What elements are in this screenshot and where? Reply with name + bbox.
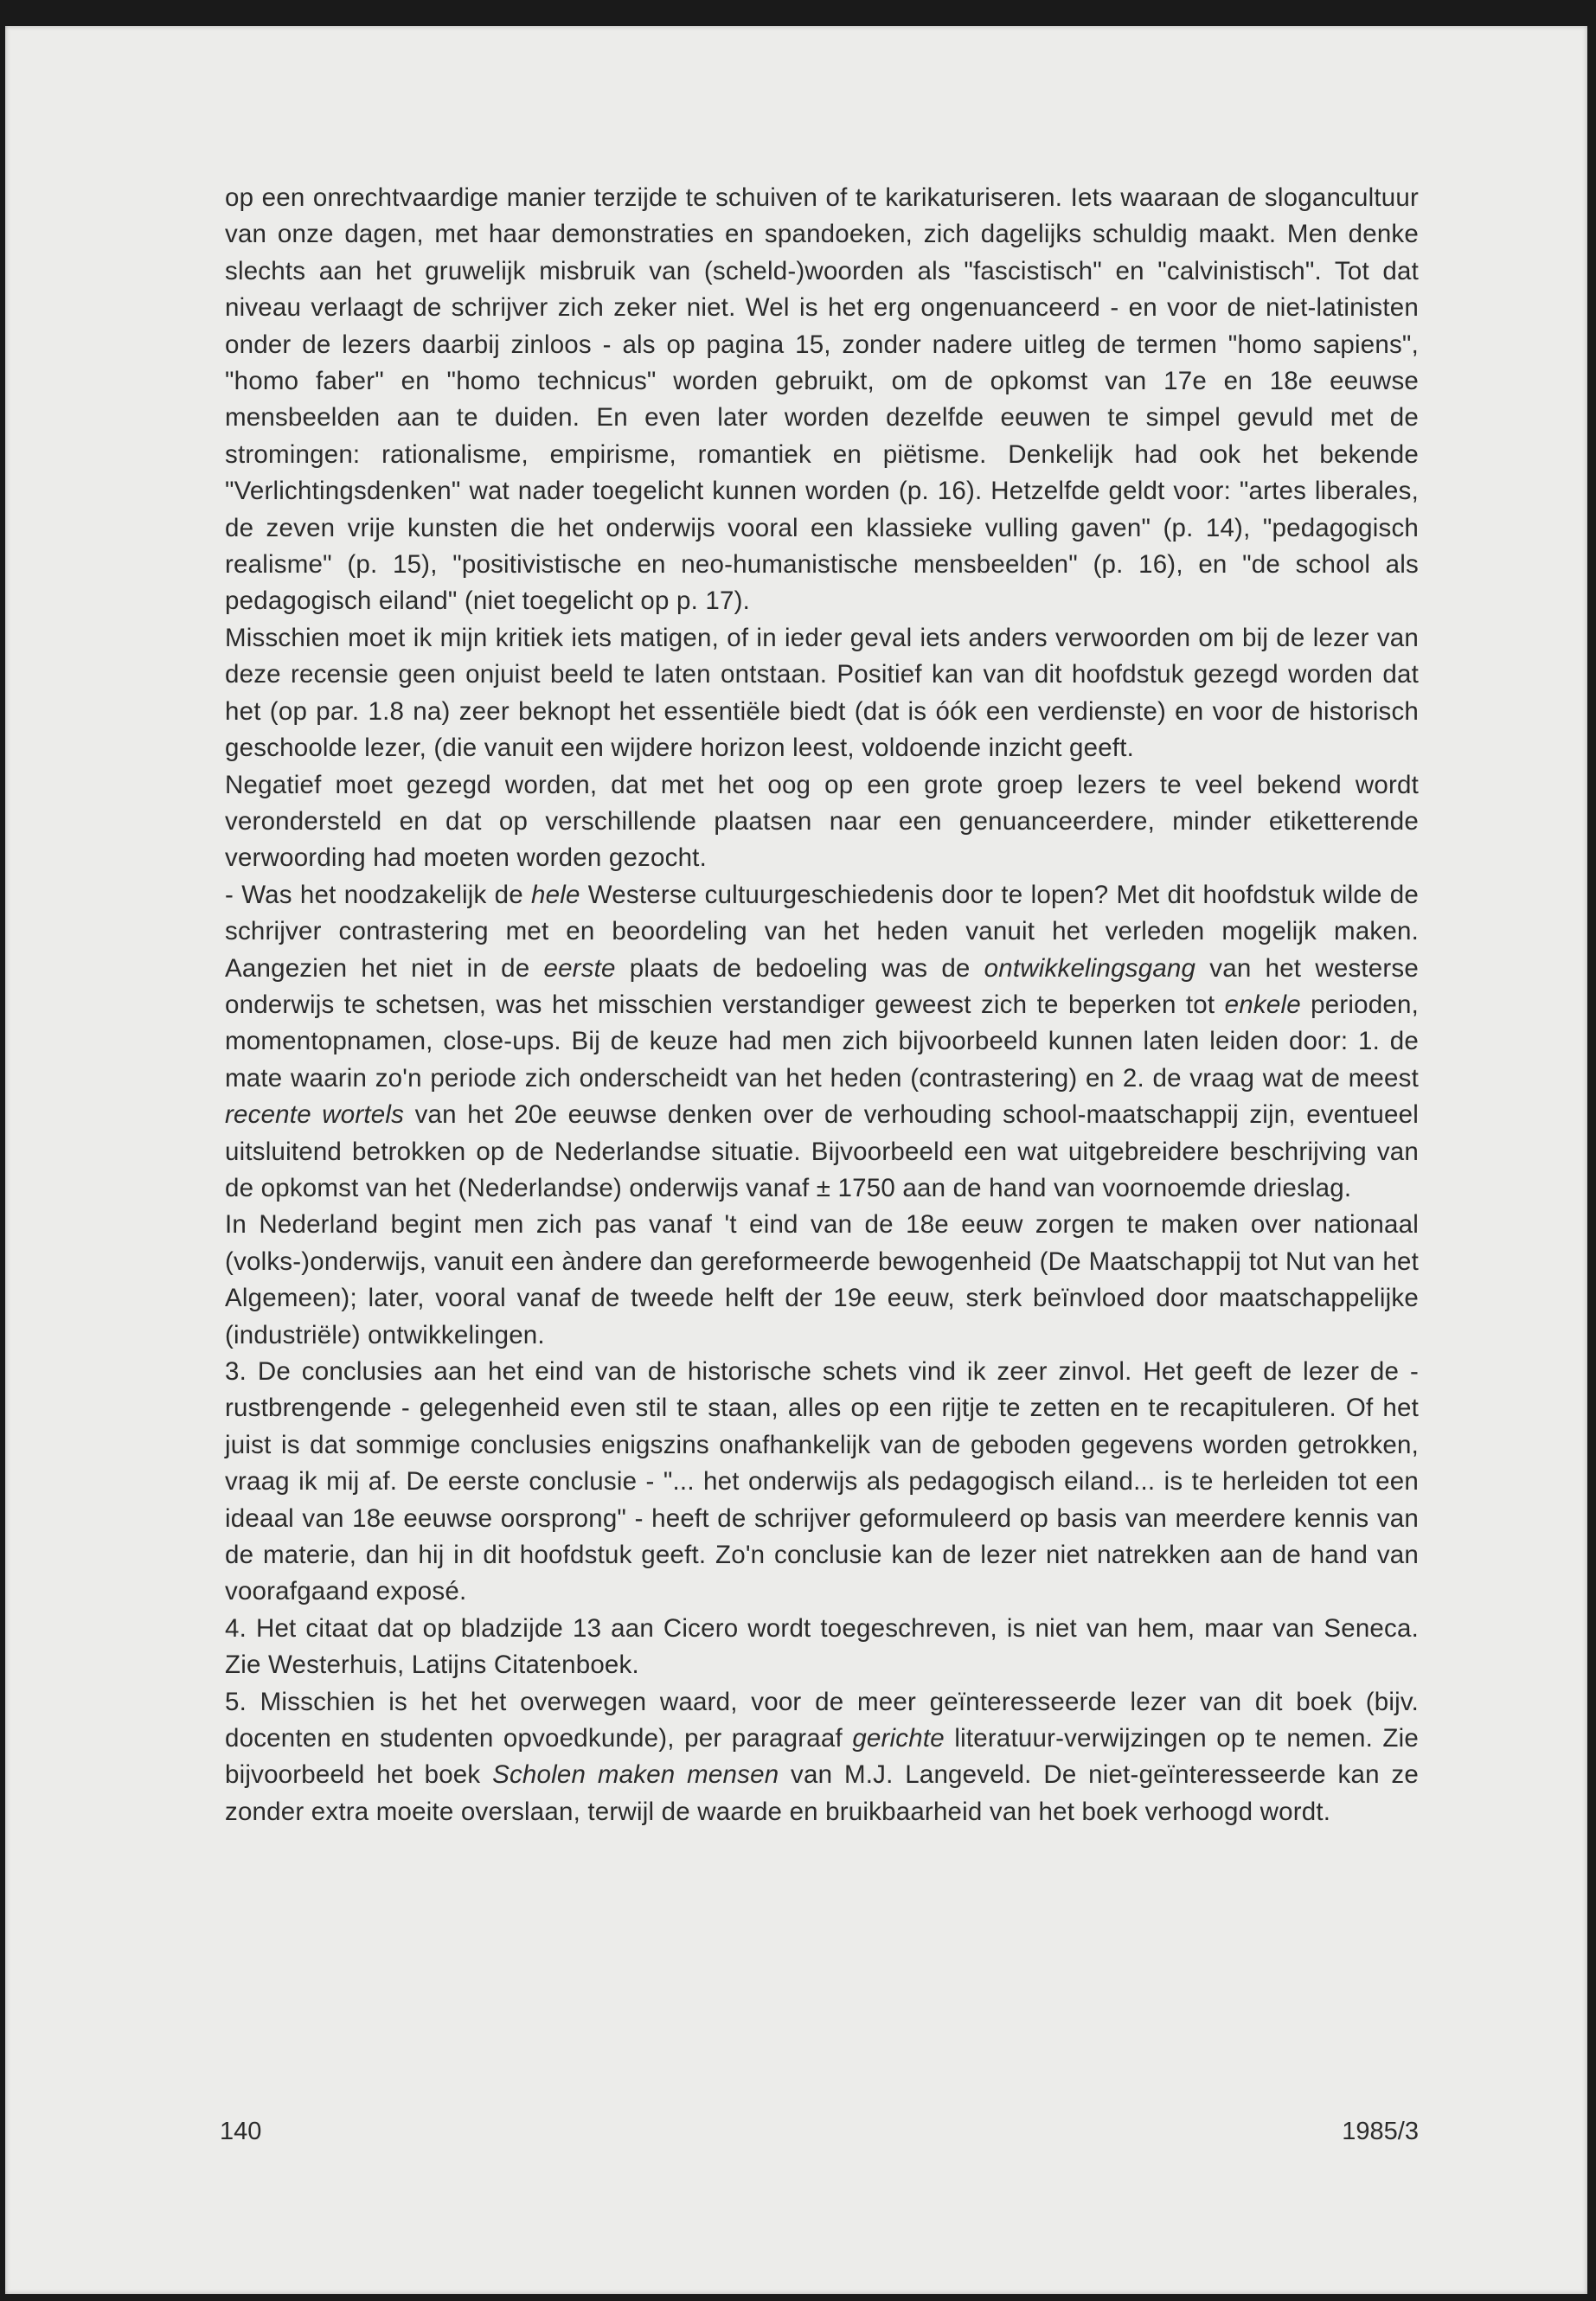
text-run: 4. Het citaat dat op bladzijde 13 aan Cicero wordt toegeschreven, is niet van hem, maar van Seneca. Zie Westerhuis, Latijns Citatenboek. bbox=[225, 1613, 1419, 1680]
text-run: op een onrechtvaardige manier terzijde te schuiven of te karikaturiseren. Iets waaraan de slogancultuur van onze dagen, met haar demonstraties en spandoeken, zich dagelijks schuldig maakt. Men denke slechts aan het gruwelijk misbruik van (scheld-)woorden als "fascistisch" en "calvinistisch". Tot dat niveau verlaagt de schrijver zich zeker niet. Wel is het erg ongenuanceerd - en voor de niet-latinisten onder de lezers daarbij zinloos - als op pagina 15, zonder nadere uitleg de termen "homo sapiens", "homo faber" en "homo technicus" worden gebruikt, om de opkomst van 17e en 18e eeuwse mensbeelden aan te duiden. En even later worden dezelfde eeuwen te simpel gevuld met de stromingen: rationalisme, empirisme, romantiek en piëtisme. Denkelijk had ook het bekende "Verlichtingsdenken" wat nader toegelicht kunnen worden (p. 16). Hetzelfde geldt voor: "artes liberales, de zeven vrije kunsten die het onderwijs vooral een klassieke vulling gaven" (p. 14), "pedagogisch realisme" (p. 15), "positivistische en neo-humanistische mensbeelden" (p. 16), en "de school als pedagogisch eiland" (niet toegelicht op p. 17). bbox=[225, 183, 1419, 616]
text-run: Misschien moet ik mijn kritiek iets matigen, of in ieder geval iets anders verwoorden om bij de lezer van deze recensie geen onjuist beeld te laten ontstaan. Positief kan van dit hoofdstuk gezegd worden dat het (op par. 1.8 na) zeer beknopt het essentiële biedt (dat is óók een verdienste) en voor de historisch geschoolde lezer, (die vanuit een wijdere horizon leest, voldoende inzicht geeft. bbox=[225, 623, 1419, 763]
text-run: 5. Misschien is het het overwegen waard, voor de meer geïnteresseerde lezer van dit boek (bijv. docenten en studenten opvoedkunde), per paragraaf bbox=[225, 1687, 1419, 1753]
italic-text: gerichte bbox=[852, 1724, 945, 1753]
italic-text: recente wortels bbox=[225, 1100, 405, 1130]
text-run: In Nederland begint men zich pas vanaf 't eind van de 18e eeuw zorgen te maken over nationaal (volks-)onderwijs, vanuit een àndere dan gereformeerde bewogenheid (De Maatschappij tot Nut van het Algemeen); later, vooral vanaf de tweede helft der 19e eeuw, sterk beïnvloed door maatschappelijke (industriële) ontwikkelingen. bbox=[225, 1210, 1419, 1349]
text-run: - Was het noodzakelijk de bbox=[225, 880, 532, 909]
paragraph bbox=[225, 767, 1419, 877]
text-run: van M.J. Langeveld. De niet-geïnteresseerde kan ze zonder extra moeite overslaan, terwijl de waarde en bruikbaarheid van het boek verhoogd wordt. bbox=[225, 1760, 1419, 1826]
italic-text: Scholen maken mensen bbox=[492, 1760, 779, 1790]
text-run: Negatief moet gezegd worden, dat met het oog op een grote groep lezers te veel bekend wordt verondersteld en dat op verschillende plaatsen naar een genuanceerdere, minder etiketterende verwoording had moeten worden gezocht. bbox=[225, 770, 1419, 873]
paragraph bbox=[225, 1611, 1419, 1684]
text-run: van het westerse onderwijs te schetsen, was het misschien verstandiger geweest zich te beperken tot bbox=[225, 953, 1419, 1019]
italic-text: eerste bbox=[543, 953, 616, 983]
paragraph bbox=[225, 620, 1419, 767]
text-run: plaats de bedoeling was de bbox=[615, 953, 984, 983]
paragraph bbox=[225, 1684, 1419, 1831]
page-number: 140 bbox=[220, 2118, 262, 2145]
paragraph bbox=[225, 1354, 1419, 1611]
text-run: Westerse cultuurgeschiedenis door te lopen? Met dit hoofdstuk wilde de schrijver contrastering met en beoordeling van het heden vanuit het verleden mogelijk maken. Aangezien het niet in de bbox=[225, 880, 1419, 983]
issue-number: 1985/3 bbox=[1342, 2118, 1419, 2145]
document-page bbox=[5, 26, 1587, 2294]
italic-text: hele bbox=[531, 880, 580, 909]
italic-text: enkele bbox=[1224, 990, 1301, 1019]
text-run: literatuur-verwijzingen op te nemen. Zie bijvoorbeeld het boek bbox=[225, 1724, 1419, 1790]
text-run: 3. De conclusies aan het eind van de historische schets vind ik zeer zinvol. Het geeft de lezer de - rustbrengende - gelegenheid even stil te staan, alles op een rijtje te zetten en te recapituleren. Of het juist is dat sommige conclusies enigszins onafhankelijk van de geboden gegevens worden getrokken, vraag ik mij af. De eerste conclusie - "... het onderwijs als pedagogisch eiland... is te herleiden tot een ideaal van 18e eeuwse oorsprong" - heeft de schrijver geformuleerd op basis van meerdere kennis van de materie, dan hij in dit hoofdstuk geeft. Zo'n conclusie kan de lezer niet natrekken aan de hand van voorafgaand exposé. bbox=[225, 1357, 1419, 1606]
paragraph bbox=[225, 1207, 1419, 1354]
italic-text: ontwikkelingsgang bbox=[984, 953, 1196, 983]
text-run: perioden, momentopnamen, close-ups. Bij de keuze had men zich bijvoorbeeld kunnen laten leiden door: 1. de mate waarin zo'n periode zich onderscheidt van het heden (contrastering) en 2. de vraag wat de meest bbox=[225, 990, 1419, 1093]
body-text bbox=[225, 180, 1419, 1830]
paragraph bbox=[225, 180, 1419, 620]
text-run: van het 20e eeuwse denken over de verhouding school-maatschappij zijn, eventueel uitsluitend betrokken op de Nederlandse situatie. Bijvoorbeeld een wat uitgebreidere beschrijving van de opkomst van het (Nederlandse) onderwijs vanaf ± 1750 aan de hand van voornoemde drieslag. bbox=[225, 1100, 1419, 1202]
paragraph bbox=[225, 877, 1419, 1208]
